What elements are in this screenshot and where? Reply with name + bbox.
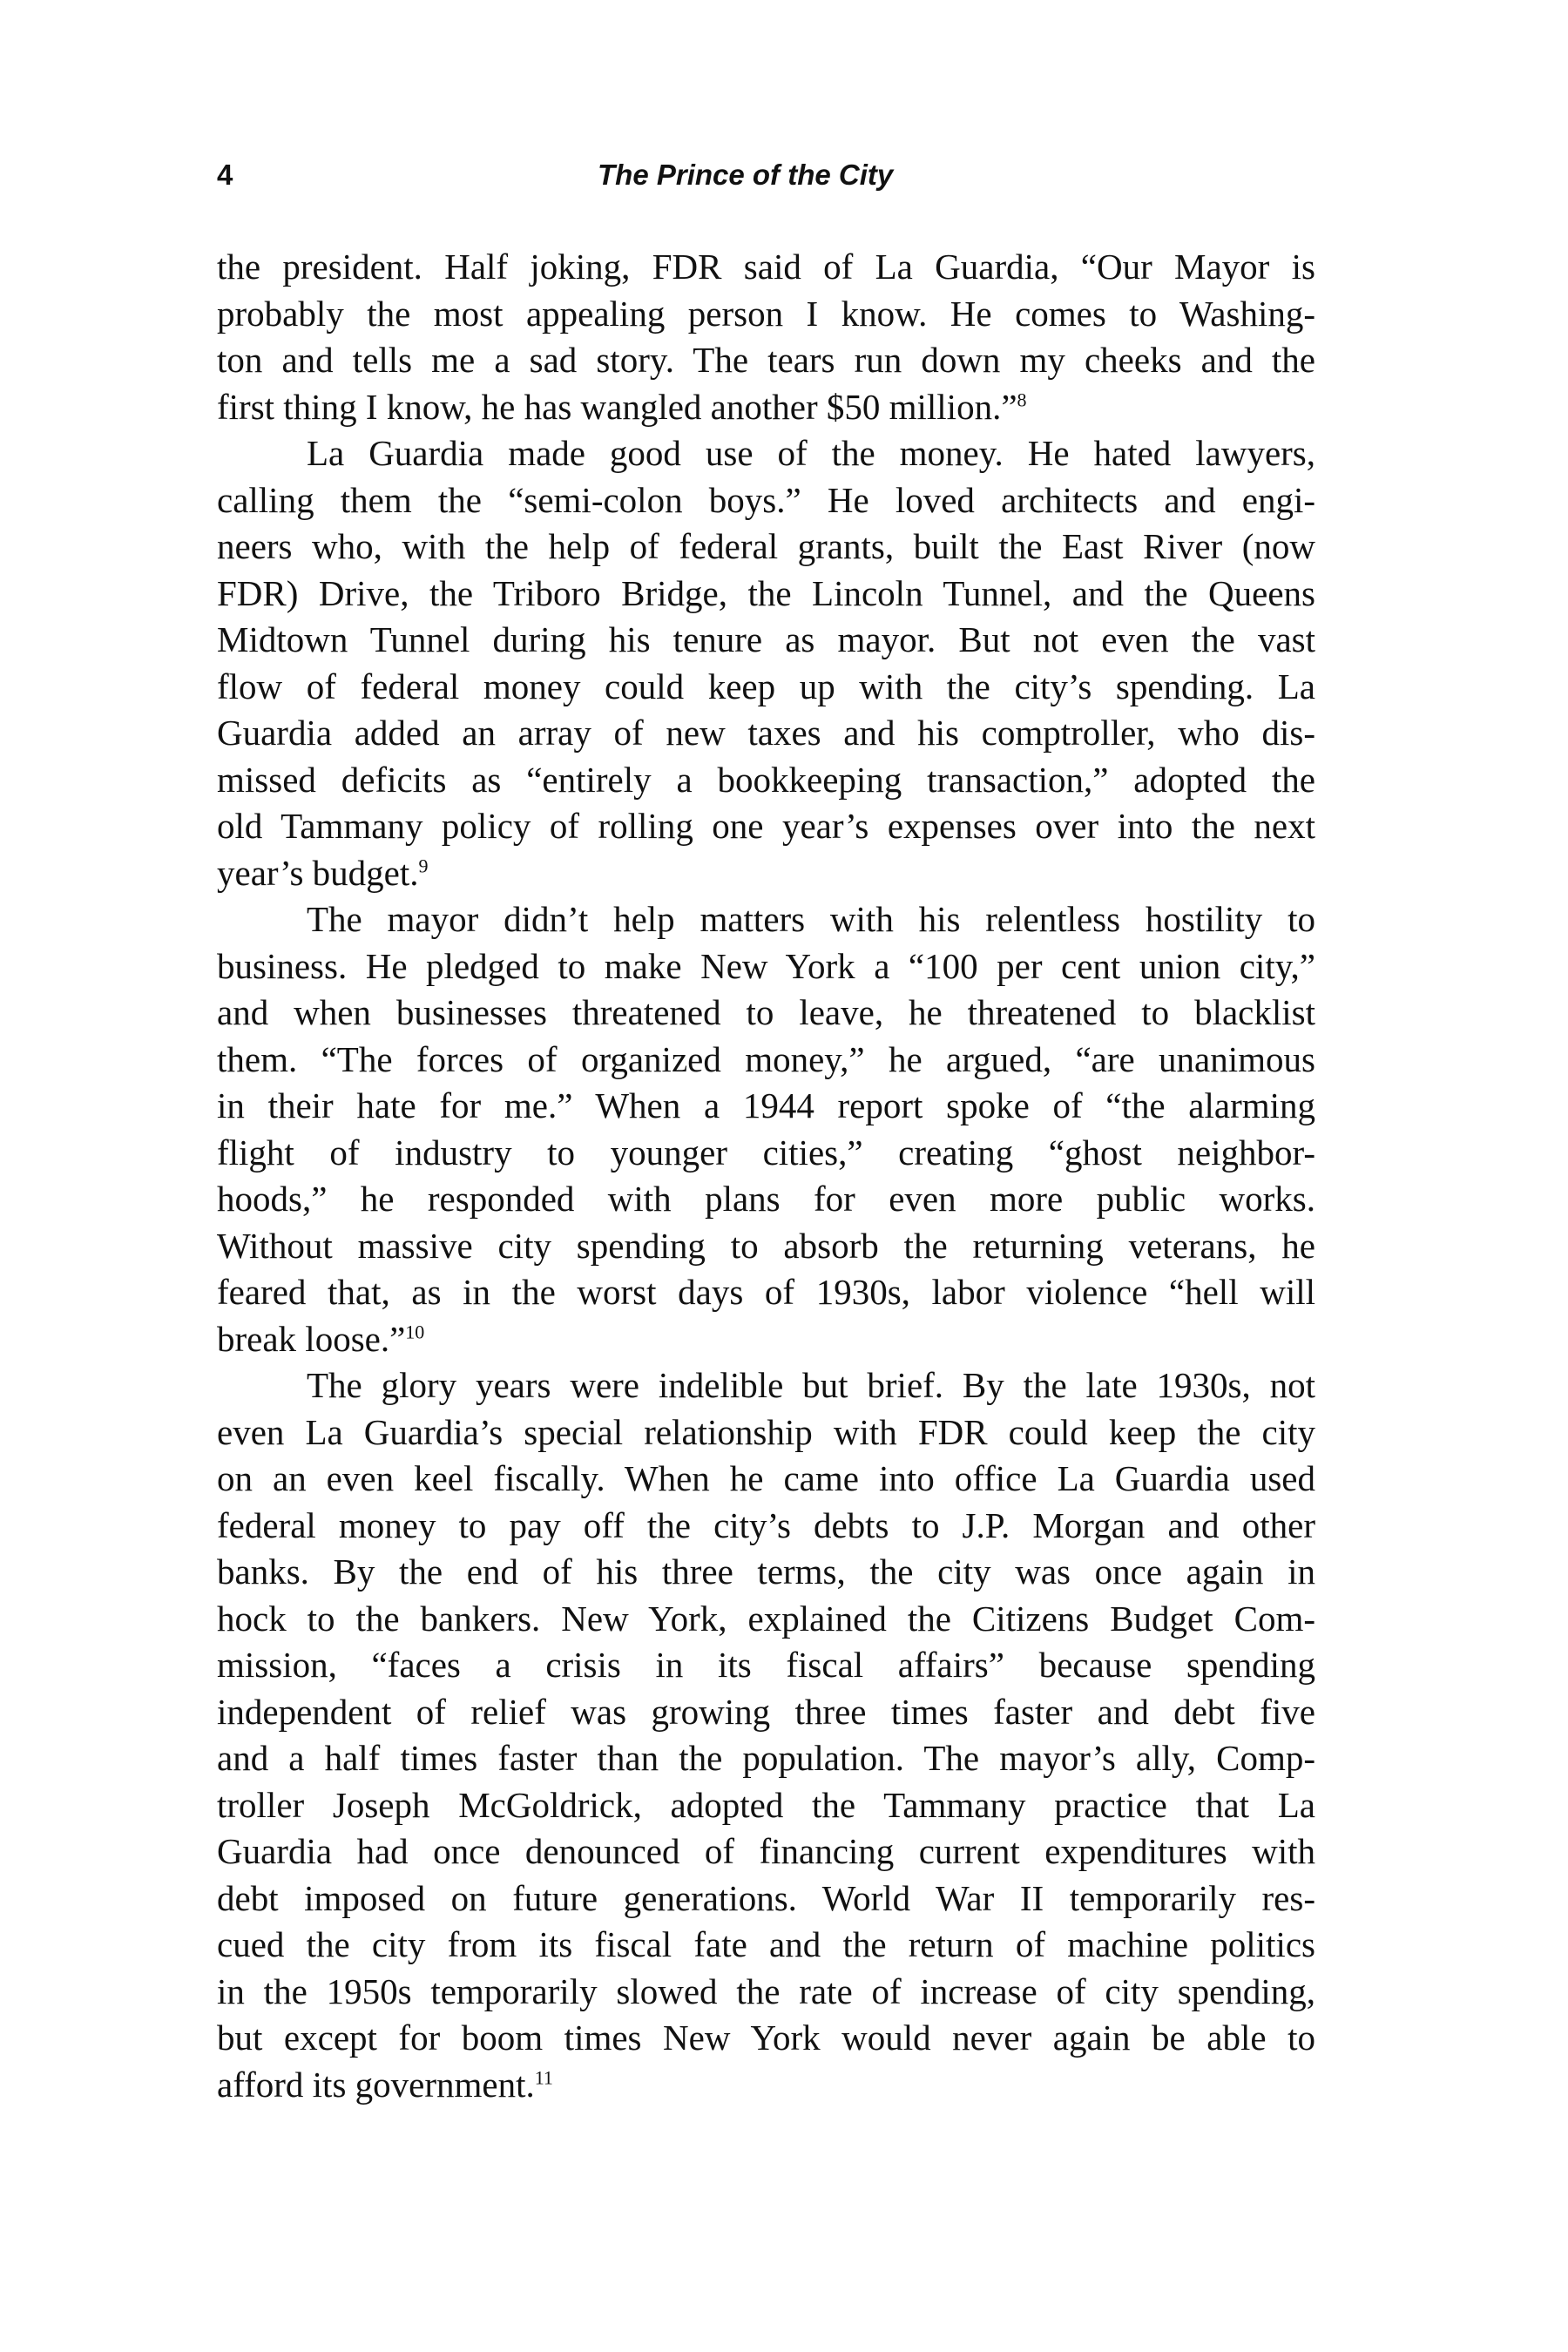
text-line: The mayor didn’t help matters with his relentless hostility to — [307, 899, 1315, 939]
text-line: debt imposed on future generations. World War II temporarily res- — [217, 1877, 1315, 1918]
text-line: ton and tells me a sad story. The tears run down my cheeks and the — [217, 340, 1315, 380]
running-head — [217, 153, 1315, 197]
text-line: Guardia had once denounced of financing current expenditures with — [217, 1831, 1315, 1871]
text-line: calling them the “semi-colon boys.” He loved architects and engi- — [217, 479, 1315, 520]
text-line: hoods,” he responded with plans for even more public works. — [217, 1179, 1315, 1219]
text-line: but except for boom times New York would never again be able to — [217, 2017, 1315, 2058]
text-line: and when businesses threatened to leave, he threatened to blacklist — [217, 992, 1315, 1032]
text-line: missed deficits as “entirely a bookkeeping transaction,” adopted the — [217, 759, 1315, 800]
text-line: cued the city from its fiscal fate and the return of machine politics — [217, 1924, 1315, 1964]
text-line: feared that, as in the worst days of 1930s, labor violence “hell will — [217, 1272, 1315, 1312]
text-line: mission, “faces a crisis in its fiscal affairs” because spending — [217, 1645, 1315, 1685]
footnote-marker: 11 — [534, 2065, 553, 2088]
text-line: flight of industry to younger cities,” creating “ghost neighbor- — [217, 1132, 1315, 1173]
text-line: troller Joseph McGoldrick, adopted the Tammany practice that La — [217, 1784, 1315, 1825]
text-line: independent of relief was growing three times faster and debt five — [217, 1691, 1315, 1732]
text-line: The glory years were indelible but brief. By the late 1930s, not — [307, 1365, 1315, 1405]
text-line: the president. Half joking, FDR said of La Guardia, “Our Mayor is — [217, 247, 1315, 287]
text-line: year’s budget.$^9$ — [217, 852, 429, 893]
text-line: FDR) Drive, the Triboro Bridge, the Lincoln Tunnel, and the Queens — [217, 572, 1315, 613]
text-line: in their hate for me.” When a 1944 report spoke of “the alarming — [217, 1085, 1315, 1125]
text-line: in the 1950s temporarily slowed the rate of increase of city spending, — [217, 1970, 1315, 2011]
text-line: Midtown Tunnel during his tenure as mayor. But not even the vast — [217, 619, 1315, 659]
text-line: flow of federal money could keep up with the city’s spending. La — [217, 666, 1315, 706]
text-line: business. He pledged to make New York a “100 per cent union city,” — [217, 945, 1315, 986]
text-line: them. “The forces of organized money,” he argued, “are unanimous — [217, 1038, 1315, 1079]
text-line: probably the most appealing person I know. He comes to Washing- — [217, 293, 1315, 334]
text-line: hock to the bankers. New York, explained the Citizens Budget Com- — [217, 1598, 1315, 1639]
footnote-marker: 9 — [418, 854, 429, 876]
text-line: afford its government.$^{11}$ — [217, 2064, 553, 2105]
text-line: and a half times faster than the population. The mayor’s ally, Comp- — [217, 1738, 1315, 1778]
text-line: Guardia added an array of new taxes and his comptroller, who dis- — [217, 713, 1315, 753]
footnote-marker: 10 — [405, 1320, 425, 1342]
body-text — [217, 244, 1315, 2108]
text-line: federal money to pay off the city’s debts to J.P. Morgan and other — [217, 1504, 1315, 1545]
text-line: banks. By the end of his three terms, the city was once again in — [217, 1551, 1315, 1592]
page-number: 4 — [217, 159, 233, 191]
text-line: old Tammany policy of rolling one year’s expenses over into the next — [217, 806, 1315, 846]
text-line: even La Guardia’s special relationship with FDR could keep the city — [217, 1411, 1315, 1452]
running-title: The Prince of the City — [598, 159, 894, 191]
text-line: break loose.”$^{10}$ — [217, 1318, 425, 1359]
text-line: Without massive city spending to absorb the returning veterans, he — [217, 1225, 1315, 1266]
text-line: first thing I know, he has wangled another $50 million.”$^8$ — [217, 386, 1027, 427]
text-line: on an even keel fiscally. When he came into office La Guardia used — [217, 1458, 1315, 1498]
text-line: neers who, with the help of federal grants, built the East River (now — [217, 526, 1315, 566]
text-line: La Guardia made good use of the money. He hated lawyers, — [307, 433, 1315, 473]
footnote-marker: 8 — [1017, 388, 1027, 410]
